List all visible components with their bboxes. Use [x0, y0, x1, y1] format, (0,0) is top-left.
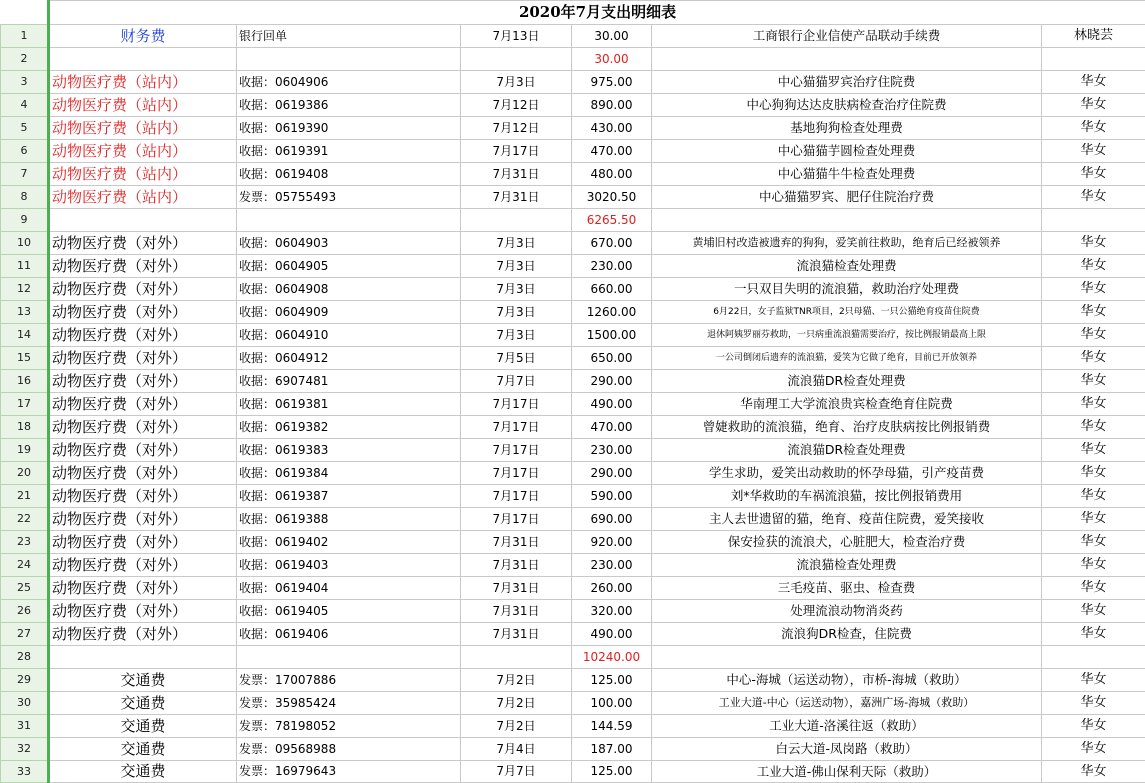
- row-number[interactable]: 9: [1, 209, 49, 232]
- document-cell[interactable]: 收据：0604909: [237, 301, 461, 324]
- handler-cell[interactable]: 华女: [1042, 416, 1145, 439]
- table-row: [1, 163, 1145, 186]
- amount-cell[interactable]: 430.00: [572, 117, 652, 140]
- table-row: [1, 485, 1145, 508]
- handler-cell[interactable]: 华女: [1042, 347, 1145, 370]
- date-cell[interactable]: 7月17日: [461, 485, 572, 508]
- date-cell[interactable]: 7月2日: [461, 669, 572, 692]
- category-cell[interactable]: 动物医疗费（站内）: [49, 186, 237, 209]
- row-number[interactable]: 15: [1, 347, 49, 370]
- handler-cell[interactable]: 华女: [1042, 462, 1145, 485]
- description-cell[interactable]: 黄埔旧村改造被遗弃的狗狗，爱笑前往救助，绝育后已经被领养: [652, 232, 1042, 255]
- category-cell[interactable]: 交通费: [49, 692, 237, 715]
- row-number[interactable]: 4: [1, 94, 49, 117]
- handler-cell[interactable]: 华女: [1042, 370, 1145, 393]
- category-cell[interactable]: 动物医疗费（对外）: [49, 623, 237, 646]
- date-cell[interactable]: 7月3日: [461, 71, 572, 94]
- document-cell[interactable]: 银行回单: [237, 25, 461, 48]
- table-row: [1, 140, 1145, 163]
- description-cell[interactable]: 白云大道-凤岗路（救助）: [652, 738, 1042, 761]
- category-cell[interactable]: 动物医疗费（对外）: [49, 324, 237, 347]
- date-cell[interactable]: [461, 209, 572, 232]
- date-cell[interactable]: 7月7日: [461, 761, 572, 783]
- date-cell[interactable]: 7月17日: [461, 439, 572, 462]
- table-row: [1, 48, 1145, 71]
- handler-cell[interactable]: 华女: [1042, 255, 1145, 278]
- row-number[interactable]: 20: [1, 462, 49, 485]
- table-row: [1, 232, 1145, 255]
- amount-cell[interactable]: 125.00: [572, 761, 652, 783]
- date-cell[interactable]: 7月17日: [461, 416, 572, 439]
- date-cell[interactable]: 7月2日: [461, 715, 572, 738]
- description-cell[interactable]: 中心猫猫牛牛检查处理费: [652, 163, 1042, 186]
- row-number[interactable]: 7: [1, 163, 49, 186]
- amount-cell[interactable]: 260.00: [572, 577, 652, 600]
- table-row: [1, 324, 1145, 347]
- document-cell[interactable]: 收据：0619405: [237, 600, 461, 623]
- table-row: [1, 186, 1145, 209]
- date-cell[interactable]: 7月31日: [461, 623, 572, 646]
- amount-cell[interactable]: 230.00: [572, 554, 652, 577]
- amount-cell[interactable]: 650.00: [572, 347, 652, 370]
- description-cell[interactable]: 学生求助，爱笑出动救助的怀孕母猫，引产疫苗费: [652, 462, 1042, 485]
- sheet-title[interactable]: 2020年7月支出明细表: [49, 1, 1145, 25]
- category-cell[interactable]: 动物医疗费（对外）: [49, 278, 237, 301]
- row-number[interactable]: 18: [1, 416, 49, 439]
- date-cell[interactable]: 7月31日: [461, 600, 572, 623]
- description-cell[interactable]: 流浪狗DR检查，住院费: [652, 623, 1042, 646]
- description-cell[interactable]: 华南理工大学流浪贵宾检查绝育住院费: [652, 393, 1042, 416]
- date-cell[interactable]: 7月3日: [461, 324, 572, 347]
- amount-cell[interactable]: 480.00: [572, 163, 652, 186]
- document-cell[interactable]: 收据：0619390: [237, 117, 461, 140]
- handler-cell[interactable]: 华女: [1042, 715, 1145, 738]
- row-number[interactable]: 29: [1, 669, 49, 692]
- table-row: [1, 692, 1145, 715]
- document-cell[interactable]: 发票：05755493: [237, 186, 461, 209]
- date-cell[interactable]: 7月3日: [461, 278, 572, 301]
- date-cell[interactable]: 7月31日: [461, 554, 572, 577]
- subtotal-cell[interactable]: 6265.50: [572, 209, 652, 232]
- amount-cell[interactable]: 690.00: [572, 508, 652, 531]
- category-cell[interactable]: 动物医疗费（对外）: [49, 485, 237, 508]
- handler-cell[interactable]: 华女: [1042, 278, 1145, 301]
- description-cell[interactable]: [652, 48, 1042, 71]
- row-number[interactable]: 17: [1, 393, 49, 416]
- amount-cell[interactable]: 125.00: [572, 669, 652, 692]
- description-cell[interactable]: 基地狗狗检查处理费: [652, 117, 1042, 140]
- handler-cell[interactable]: 华女: [1042, 393, 1145, 416]
- document-cell[interactable]: 发票：78198052: [237, 715, 461, 738]
- row-number[interactable]: 3: [1, 71, 49, 94]
- document-cell[interactable]: 收据：0619406: [237, 623, 461, 646]
- handler-cell[interactable]: 华女: [1042, 577, 1145, 600]
- date-cell[interactable]: 7月17日: [461, 508, 572, 531]
- handler-cell[interactable]: [1042, 646, 1145, 669]
- date-cell[interactable]: 7月17日: [461, 140, 572, 163]
- table-row: [1, 715, 1145, 738]
- description-cell[interactable]: 中心猫猫罗宾、肥仔住院治疗费: [652, 186, 1042, 209]
- category-cell[interactable]: 财务费: [49, 25, 237, 48]
- handler-cell[interactable]: 林晓芸: [1042, 25, 1145, 48]
- handler-cell[interactable]: 华女: [1042, 117, 1145, 140]
- category-cell[interactable]: [49, 646, 237, 669]
- table-row: [1, 439, 1145, 462]
- amount-cell[interactable]: 890.00: [572, 94, 652, 117]
- subtotal-cell[interactable]: 30.00: [572, 48, 652, 71]
- category-cell[interactable]: 动物医疗费（对外）: [49, 600, 237, 623]
- amount-cell[interactable]: 144.59: [572, 715, 652, 738]
- handler-cell[interactable]: 华女: [1042, 623, 1145, 646]
- table-row: [1, 531, 1145, 554]
- handler-cell[interactable]: 华女: [1042, 485, 1145, 508]
- description-cell[interactable]: 主人去世遗留的猫，绝育、疫苗住院费，爱笑接收: [652, 508, 1042, 531]
- category-cell[interactable]: 动物医疗费（对外）: [49, 416, 237, 439]
- description-cell[interactable]: 工业大道-佛山保利天际（救助）: [652, 761, 1042, 783]
- amount-cell[interactable]: 290.00: [572, 462, 652, 485]
- amount-cell[interactable]: 3020.50: [572, 186, 652, 209]
- handler-cell[interactable]: 华女: [1042, 738, 1145, 761]
- table-row: [1, 117, 1145, 140]
- category-cell[interactable]: 动物医疗费（对外）: [49, 232, 237, 255]
- row-number[interactable]: 24: [1, 554, 49, 577]
- document-cell[interactable]: 收据：0619387: [237, 485, 461, 508]
- category-cell[interactable]: 动物医疗费（站内）: [49, 117, 237, 140]
- row-number[interactable]: 21: [1, 485, 49, 508]
- table-row: [1, 209, 1145, 232]
- document-cell[interactable]: 收据：0619384: [237, 462, 461, 485]
- table-row: [1, 623, 1145, 646]
- row-number[interactable]: 5: [1, 117, 49, 140]
- handler-cell[interactable]: 华女: [1042, 301, 1145, 324]
- document-cell[interactable]: 收据：0619408: [237, 163, 461, 186]
- row-number[interactable]: 26: [1, 600, 49, 623]
- handler-cell[interactable]: 华女: [1042, 163, 1145, 186]
- table-row: [1, 71, 1145, 94]
- amount-cell[interactable]: 1260.00: [572, 301, 652, 324]
- amount-cell[interactable]: 230.00: [572, 255, 652, 278]
- handler-cell[interactable]: 华女: [1042, 71, 1145, 94]
- document-cell[interactable]: [237, 48, 461, 71]
- description-cell[interactable]: 退休阿姨罗丽芬救助，一只病重流浪猫需要治疗，按比例报销最高上限: [652, 324, 1042, 347]
- row-number[interactable]: 14: [1, 324, 49, 347]
- amount-cell[interactable]: 590.00: [572, 485, 652, 508]
- description-cell[interactable]: 工商银行企业信使产品联动手续费: [652, 25, 1042, 48]
- table-row: [1, 25, 1145, 48]
- table-row: [1, 508, 1145, 531]
- row-number[interactable]: 10: [1, 232, 49, 255]
- document-cell[interactable]: 收据：0619404: [237, 577, 461, 600]
- category-cell[interactable]: 动物医疗费（站内）: [49, 140, 237, 163]
- document-cell[interactable]: 收据：0604908: [237, 278, 461, 301]
- date-cell[interactable]: [461, 48, 572, 71]
- description-cell[interactable]: 流浪猫DR检查处理费: [652, 439, 1042, 462]
- description-cell[interactable]: 一公司倒闭后遗弃的流浪猫，爱笑为它做了绝育，目前已开放领养: [652, 347, 1042, 370]
- category-cell[interactable]: 动物医疗费（对外）: [49, 255, 237, 278]
- document-cell[interactable]: 收据：0619388: [237, 508, 461, 531]
- handler-cell[interactable]: 华女: [1042, 554, 1145, 577]
- subtotal-cell[interactable]: 10240.00: [572, 646, 652, 669]
- category-cell[interactable]: 动物医疗费（对外）: [49, 577, 237, 600]
- document-cell[interactable]: 发票：16979643: [237, 761, 461, 783]
- document-cell[interactable]: 收据：0604912: [237, 347, 461, 370]
- document-cell[interactable]: 收据：0619402: [237, 531, 461, 554]
- row-number[interactable]: 6: [1, 140, 49, 163]
- category-cell[interactable]: 动物医疗费（对外）: [49, 554, 237, 577]
- document-cell[interactable]: 发票：35985424: [237, 692, 461, 715]
- corner-cell[interactable]: [1, 1, 49, 25]
- description-cell[interactable]: 中心猫猫罗宾治疗住院费: [652, 71, 1042, 94]
- table-row: [1, 370, 1145, 393]
- category-cell[interactable]: [49, 209, 237, 232]
- category-cell[interactable]: [49, 48, 237, 71]
- description-cell[interactable]: 流浪猫检查处理费: [652, 255, 1042, 278]
- table-row: [1, 600, 1145, 623]
- table-row: [1, 393, 1145, 416]
- document-cell[interactable]: 收据：0619403: [237, 554, 461, 577]
- table-row: [1, 416, 1145, 439]
- date-cell[interactable]: 7月2日: [461, 692, 572, 715]
- date-cell[interactable]: 7月5日: [461, 347, 572, 370]
- amount-cell[interactable]: 290.00: [572, 370, 652, 393]
- date-cell[interactable]: 7月3日: [461, 255, 572, 278]
- document-cell[interactable]: 收据：0604906: [237, 71, 461, 94]
- amount-cell[interactable]: 975.00: [572, 71, 652, 94]
- date-cell[interactable]: [461, 646, 572, 669]
- handler-cell[interactable]: 华女: [1042, 439, 1145, 462]
- amount-cell[interactable]: 670.00: [572, 232, 652, 255]
- category-cell[interactable]: 交通费: [49, 738, 237, 761]
- table-row: [1, 278, 1145, 301]
- date-cell[interactable]: 7月31日: [461, 186, 572, 209]
- row-number[interactable]: 27: [1, 623, 49, 646]
- row-number[interactable]: 28: [1, 646, 49, 669]
- table-row: [1, 738, 1145, 761]
- date-cell[interactable]: 7月31日: [461, 531, 572, 554]
- document-cell[interactable]: 收据：0619391: [237, 140, 461, 163]
- date-cell[interactable]: 7月13日: [461, 25, 572, 48]
- amount-cell[interactable]: 30.00: [572, 25, 652, 48]
- category-cell[interactable]: 动物医疗费（站内）: [49, 94, 237, 117]
- description-cell[interactable]: [652, 209, 1042, 232]
- category-cell[interactable]: 动物医疗费（对外）: [49, 462, 237, 485]
- handler-cell[interactable]: 华女: [1042, 324, 1145, 347]
- amount-cell[interactable]: 320.00: [572, 600, 652, 623]
- document-cell[interactable]: 发票：17007886: [237, 669, 461, 692]
- handler-cell[interactable]: 华女: [1042, 692, 1145, 715]
- row-number[interactable]: 33: [1, 761, 49, 783]
- table-row: [1, 554, 1145, 577]
- row-number[interactable]: 8: [1, 186, 49, 209]
- document-cell[interactable]: 收据：6907481: [237, 370, 461, 393]
- handler-cell[interactable]: 华女: [1042, 232, 1145, 255]
- table-row: [1, 255, 1145, 278]
- row-number[interactable]: 16: [1, 370, 49, 393]
- description-cell[interactable]: 中心狗狗达达皮肤病检查治疗住院费: [652, 94, 1042, 117]
- handler-cell[interactable]: 华女: [1042, 140, 1145, 163]
- description-cell[interactable]: 工业大道-中心（运送动物），嘉洲广场-海城（救助）: [652, 692, 1042, 715]
- row-number[interactable]: 30: [1, 692, 49, 715]
- handler-cell[interactable]: 华女: [1042, 508, 1145, 531]
- document-cell[interactable]: 发票：09568988: [237, 738, 461, 761]
- description-cell[interactable]: 刘*华救助的车祸流浪猫，按比例报销费用: [652, 485, 1042, 508]
- table-row: [1, 94, 1145, 117]
- description-cell[interactable]: 流浪猫检查处理费: [652, 554, 1042, 577]
- category-cell[interactable]: 动物医疗费（对外）: [49, 439, 237, 462]
- description-cell[interactable]: 中心-海城（运送动物），市桥-海城（救助）: [652, 669, 1042, 692]
- date-cell[interactable]: 7月31日: [461, 163, 572, 186]
- date-cell[interactable]: 7月12日: [461, 117, 572, 140]
- category-cell[interactable]: 动物医疗费（站内）: [49, 71, 237, 94]
- date-cell[interactable]: 7月12日: [461, 94, 572, 117]
- row-number[interactable]: 2: [1, 48, 49, 71]
- document-cell[interactable]: 收据：0619386: [237, 94, 461, 117]
- category-cell[interactable]: 动物医疗费（对外）: [49, 508, 237, 531]
- document-cell[interactable]: [237, 209, 461, 232]
- row-number[interactable]: 32: [1, 738, 49, 761]
- row-number[interactable]: 12: [1, 278, 49, 301]
- amount-cell[interactable]: 1500.00: [572, 324, 652, 347]
- row-number[interactable]: 1: [1, 25, 49, 48]
- document-cell[interactable]: 收据：0604905: [237, 255, 461, 278]
- table-row: [1, 669, 1145, 692]
- amount-cell[interactable]: 920.00: [572, 531, 652, 554]
- description-cell[interactable]: 保安捡获的流浪犬，心脏肥大，检查治疗费: [652, 531, 1042, 554]
- date-cell[interactable]: 7月4日: [461, 738, 572, 761]
- date-cell[interactable]: 7月7日: [461, 370, 572, 393]
- row-number[interactable]: 25: [1, 577, 49, 600]
- date-cell[interactable]: 7月3日: [461, 301, 572, 324]
- document-cell[interactable]: 收据：0619382: [237, 416, 461, 439]
- document-cell[interactable]: 收据：0604910: [237, 324, 461, 347]
- document-cell[interactable]: 收据：0604903: [237, 232, 461, 255]
- category-cell[interactable]: 交通费: [49, 669, 237, 692]
- table-row: [1, 761, 1145, 783]
- amount-cell[interactable]: 470.00: [572, 140, 652, 163]
- description-cell[interactable]: 6月22日，女子监狱TNR项目，2只母猫、一只公猫绝育疫苗住院费: [652, 301, 1042, 324]
- table-row: [1, 577, 1145, 600]
- amount-cell[interactable]: 230.00: [572, 439, 652, 462]
- table-row: [1, 646, 1145, 669]
- row-number[interactable]: 23: [1, 531, 49, 554]
- amount-cell[interactable]: 660.00: [572, 278, 652, 301]
- description-cell[interactable]: [652, 646, 1042, 669]
- amount-cell[interactable]: 490.00: [572, 393, 652, 416]
- amount-cell[interactable]: 187.00: [572, 738, 652, 761]
- handler-cell[interactable]: [1042, 209, 1145, 232]
- description-cell[interactable]: 曾婕救助的流浪猫，绝育、治疗皮肤病按比例报销费: [652, 416, 1042, 439]
- date-cell[interactable]: 7月3日: [461, 232, 572, 255]
- category-cell[interactable]: 动物医疗费（对外）: [49, 301, 237, 324]
- description-cell[interactable]: 工业大道-洛溪往返（救助）: [652, 715, 1042, 738]
- table-row: [1, 347, 1145, 370]
- description-cell[interactable]: 流浪猫DR检查处理费: [652, 370, 1042, 393]
- row-number[interactable]: 19: [1, 439, 49, 462]
- category-cell[interactable]: 动物医疗费（对外）: [49, 370, 237, 393]
- row-number[interactable]: 11: [1, 255, 49, 278]
- description-cell[interactable]: 中心猫猫芋圆检查处理费: [652, 140, 1042, 163]
- description-cell[interactable]: 一只双目失明的流浪猫，救助治疗处理费: [652, 278, 1042, 301]
- amount-cell[interactable]: 490.00: [572, 623, 652, 646]
- table-row: [1, 462, 1145, 485]
- date-cell[interactable]: 7月31日: [461, 577, 572, 600]
- row-number[interactable]: 31: [1, 715, 49, 738]
- amount-cell[interactable]: 100.00: [572, 692, 652, 715]
- document-cell[interactable]: [237, 646, 461, 669]
- category-cell[interactable]: 动物医疗费（对外）: [49, 347, 237, 370]
- category-cell[interactable]: 动物医疗费（对外）: [49, 531, 237, 554]
- handler-cell[interactable]: [1042, 48, 1145, 71]
- description-cell[interactable]: 三毛疫苗、驱虫、检查费: [652, 577, 1042, 600]
- category-cell[interactable]: 动物医疗费（站内）: [49, 163, 237, 186]
- description-cell[interactable]: 处理流浪动物消炎药: [652, 600, 1042, 623]
- row-number[interactable]: 13: [1, 301, 49, 324]
- category-cell[interactable]: 动物医疗费（对外）: [49, 393, 237, 416]
- table-row: [1, 301, 1145, 324]
- handler-cell[interactable]: 华女: [1042, 94, 1145, 117]
- amount-cell[interactable]: 470.00: [572, 416, 652, 439]
- category-cell[interactable]: 交通费: [49, 715, 237, 738]
- document-cell[interactable]: 收据：0619383: [237, 439, 461, 462]
- handler-cell[interactable]: 华女: [1042, 600, 1145, 623]
- date-cell[interactable]: 7月17日: [461, 393, 572, 416]
- document-cell[interactable]: 收据：0619381: [237, 393, 461, 416]
- handler-cell[interactable]: 华女: [1042, 669, 1145, 692]
- handler-cell[interactable]: 华女: [1042, 186, 1145, 209]
- handler-cell[interactable]: 华女: [1042, 531, 1145, 554]
- handler-cell[interactable]: 华女: [1042, 761, 1145, 783]
- category-cell[interactable]: 交通费: [49, 761, 237, 783]
- row-number[interactable]: 22: [1, 508, 49, 531]
- date-cell[interactable]: 7月17日: [461, 462, 572, 485]
